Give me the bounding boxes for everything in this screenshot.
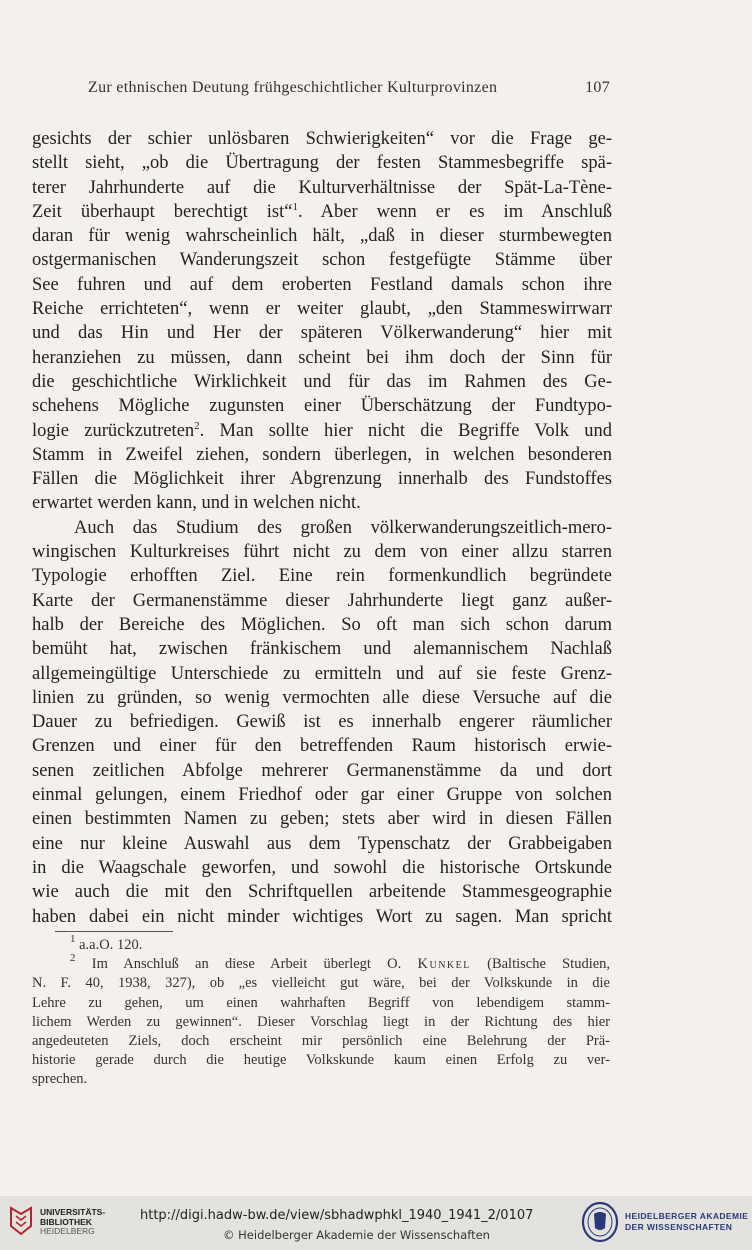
text-line: eine nur kleine Auswahl aus dem Typenschatz der Grabbeigaben [32,833,612,854]
paragraph-start: Auch das Studium des großen völkerwanderungszeitlich-mero- [74,517,612,538]
text-line: linien zu gründen, so wenig vermochten alle diese Versuche auf die [32,687,612,708]
footnote-mark: 2 [194,419,200,432]
academy-name[interactable]: HEIDELBERGER AKADEMIE DER WISSENSCHAFTEN [625,1211,749,1232]
text-line: ostgermanischen Wanderungszeit schon festgefügte Stämme über [32,250,612,271]
text-line: Reiche errichteten“, wenn er weiter glaubt, „den Stammeswirrwarr [32,299,612,320]
text-line: gesichts der schier unlösbaren Schwierigkeiten“ vor die Frage ge- [32,129,612,149]
text-line: erwartet werden kann, und in welchen nicht. [32,493,361,514]
text-line: haben dabei ein nicht minder wichtiges Wort zu sagen. Man spricht [32,906,612,927]
copyright-notice: © Heidelberger Akademie der Wissenschaften [223,1228,490,1242]
footnote-line: lichem Werden zu gewinnen“. Dieser Vorschlag liegt in der Richtung des hier [32,1013,610,1030]
text-line: See fuhren und auf dem eroberten Festland damals schon ihre [32,274,612,295]
footnote-1: $^1$ a.a.O. 120. [70,933,143,953]
footnote-2: $^2$ Im Anschluß an diese Arbeit überlegt O. Kunkel (Baltische Studien, [70,952,611,973]
footnote-mark: 1 [292,200,298,213]
text-line: Fällen die Möglichkeit ihrer Abgrenzung innerhalb des Fundstoffes [32,469,612,490]
university-library-logo-icon[interactable] [8,1204,34,1238]
permalink-url[interactable]: http://digi.hadw-bw.de/view/sbhadwphkl_1940_1941_2/0107 [140,1208,534,1223]
text-line: allgemeingültige Unterschiede zu ermitteln und auf sie feste Grenz- [32,663,612,684]
text-line: einmal gelungen, einem Friedhof oder gar einer Gruppe von solchen [32,785,612,806]
text-line: logie zurückzutreten$^2$. Man sollte hier nicht die Begriffe Volk und [32,419,612,441]
text-line: Dauer zu befriedigen. Gewiß ist es innerhalb engerer räumlicher [32,712,612,733]
text-line: Stamm in Zweifel ziehen, sondern überlegen, in welchen besonderen [32,444,612,465]
footer-bar [0,1196,752,1250]
footnote-line: historie gerade durch die heutige Volkskunde kaum einen Erfolg zu ver- [32,1052,610,1069]
text-line: einen bestimmten Namen zu geben; stets aber wird in diesen Fällen [32,809,612,830]
academy-seal-icon[interactable] [580,1200,620,1244]
page-number: 107 [585,79,610,96]
university-library-name[interactable]: UNIVERSITÄTS- BIBLIOTHEK HEIDELBERG [40,1207,106,1236]
text-line: Typologie erhofften Ziel. Eine rein formenkundlich begründete [32,566,612,587]
text-line: Grenzen und einer für den betreffenden Raum historisch erwie- [32,736,612,757]
footnote-line: Lehre zu gehen, um einen wahrhaften Begriff von lebendigem stamm- [32,994,610,1011]
text-line: die geschichtliche Wirklichkeit und für das im Rahmen des Ge- [32,371,612,392]
text-line: und das Hin und Her der späteren Völkerwanderung“ hier mit [32,323,612,344]
text-line: stellt sieht, „ob die Übertragung der festen Stammesbegriffe spä- [32,153,612,174]
footnote-line: sprechen. [32,1071,88,1088]
footnote-number: 1 [70,933,76,945]
text-line: heranziehen zu müssen, dann scheint bei ihm doch der Sinn für [32,347,612,368]
footnotes [32,933,611,1090]
footnote-divider [55,931,173,932]
footnote-line: angedeuteten Ziels, doch erscheint mir persönlich eine Belehrung der Prä- [32,1032,610,1049]
text-line: bemüht hat, zwischen fränkischem und alemannischem Nachlaß [32,639,612,660]
text-line: wingischen Kulturkreises führt nicht zu dem von einer allzu starren [32,542,612,563]
author-name: Kunkel [417,956,471,973]
text-line: wie auch die mit den Schriftquellen arbeitende Stammesgeographie [32,882,612,903]
text-line: schehens Mögliche zugunsten einer Überschätzung der Fundtypo- [32,396,612,417]
running-head-title: Zur ethnischen Deutung frühgeschichtlicher Kulturprovinzen [88,79,498,96]
text-line: Zeit überhaupt berechtigt ist“$^1$. Aber wenn er es im Anschluß [32,200,612,222]
body-text [32,127,612,929]
footnote-number: 2 [70,952,76,965]
text-line: in die Waagschale geworfen, und sowohl die historische Ortskunde [32,857,612,878]
text-line: halb der Bereiche des Möglichen. So oft man sich schon darum [32,614,612,635]
text-line: Karte der Germanenstämme dieser Jahrhunderte liegt ganz außer- [32,590,612,611]
footnote-line: N. F. 40, 1938, 327), ob „es vielleicht gut wäre, bei der Volkskunde in die [32,975,610,992]
text-line: daran für wenig wahrscheinlich hält, „daß in dieser sturmbewegten [32,226,612,247]
text-line: terer Jahrhunderte auf die Kulturverhältnisse der Spät-La-Tène- [32,177,612,198]
text-line: senen zeitlichen Abfolge mehrerer Germanenstämme da und dort [32,760,612,781]
